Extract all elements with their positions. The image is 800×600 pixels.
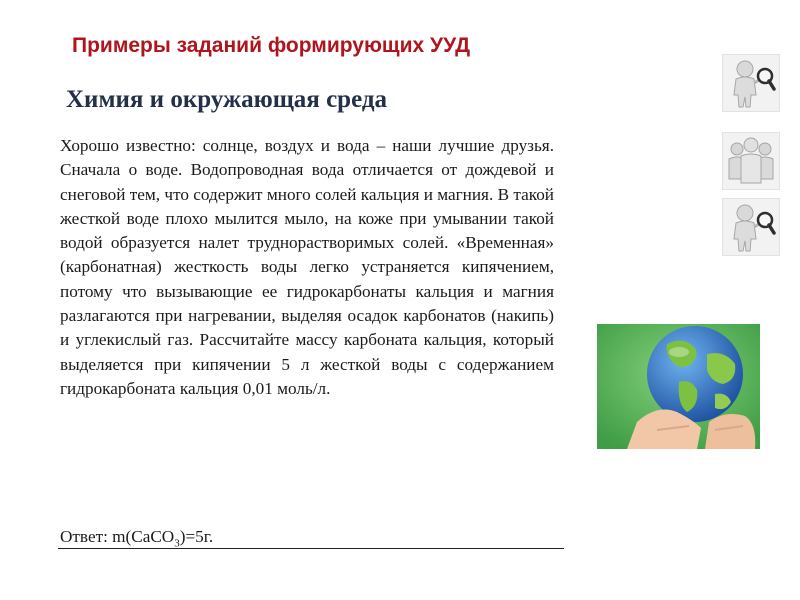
slide-subtitle: Химия и окружающая среда xyxy=(66,86,387,113)
slide-title: Примеры заданий формирующих УУД xyxy=(72,34,471,57)
group-people-icon xyxy=(722,132,780,190)
answer-subscript: 3 xyxy=(174,537,180,550)
magnifier-person-icon xyxy=(722,54,780,112)
magnifier-person-icon xyxy=(722,198,780,256)
answer-prefix: Ответ: m(CaCO xyxy=(60,527,175,546)
answer-suffix: )=5г. xyxy=(179,527,214,546)
answer-underline xyxy=(58,548,564,549)
task-text: Хорошо известно: солнце, воздух и вода – наши лучшие друзья. Сначала о воде. Водопроводная вода отличается от дождевой и снеговой тем, что содержит много солей кальция и магния. В такой жесткой воде плохо мылится мыло, на коже при умывании такой водой образуется налет труднорастворимых солей. «Временная» (карбонатная) жесткость воды легко устраняется кипячением, потому что вызывающие ее гидрокарбонаты кальция и магния разлагаются при нагревании, выделяя осадок карбонатов (накипь) и углекислый газ. Рассчитайте массу карбоната кальция, который выделяется при кипячении 5 л жесткой воды с содержанием гидрокарбоната кальция 0,01 моль/л. xyxy=(60,136,554,398)
task-answer xyxy=(60,526,213,554)
globe-in-hands-icon xyxy=(597,324,760,449)
